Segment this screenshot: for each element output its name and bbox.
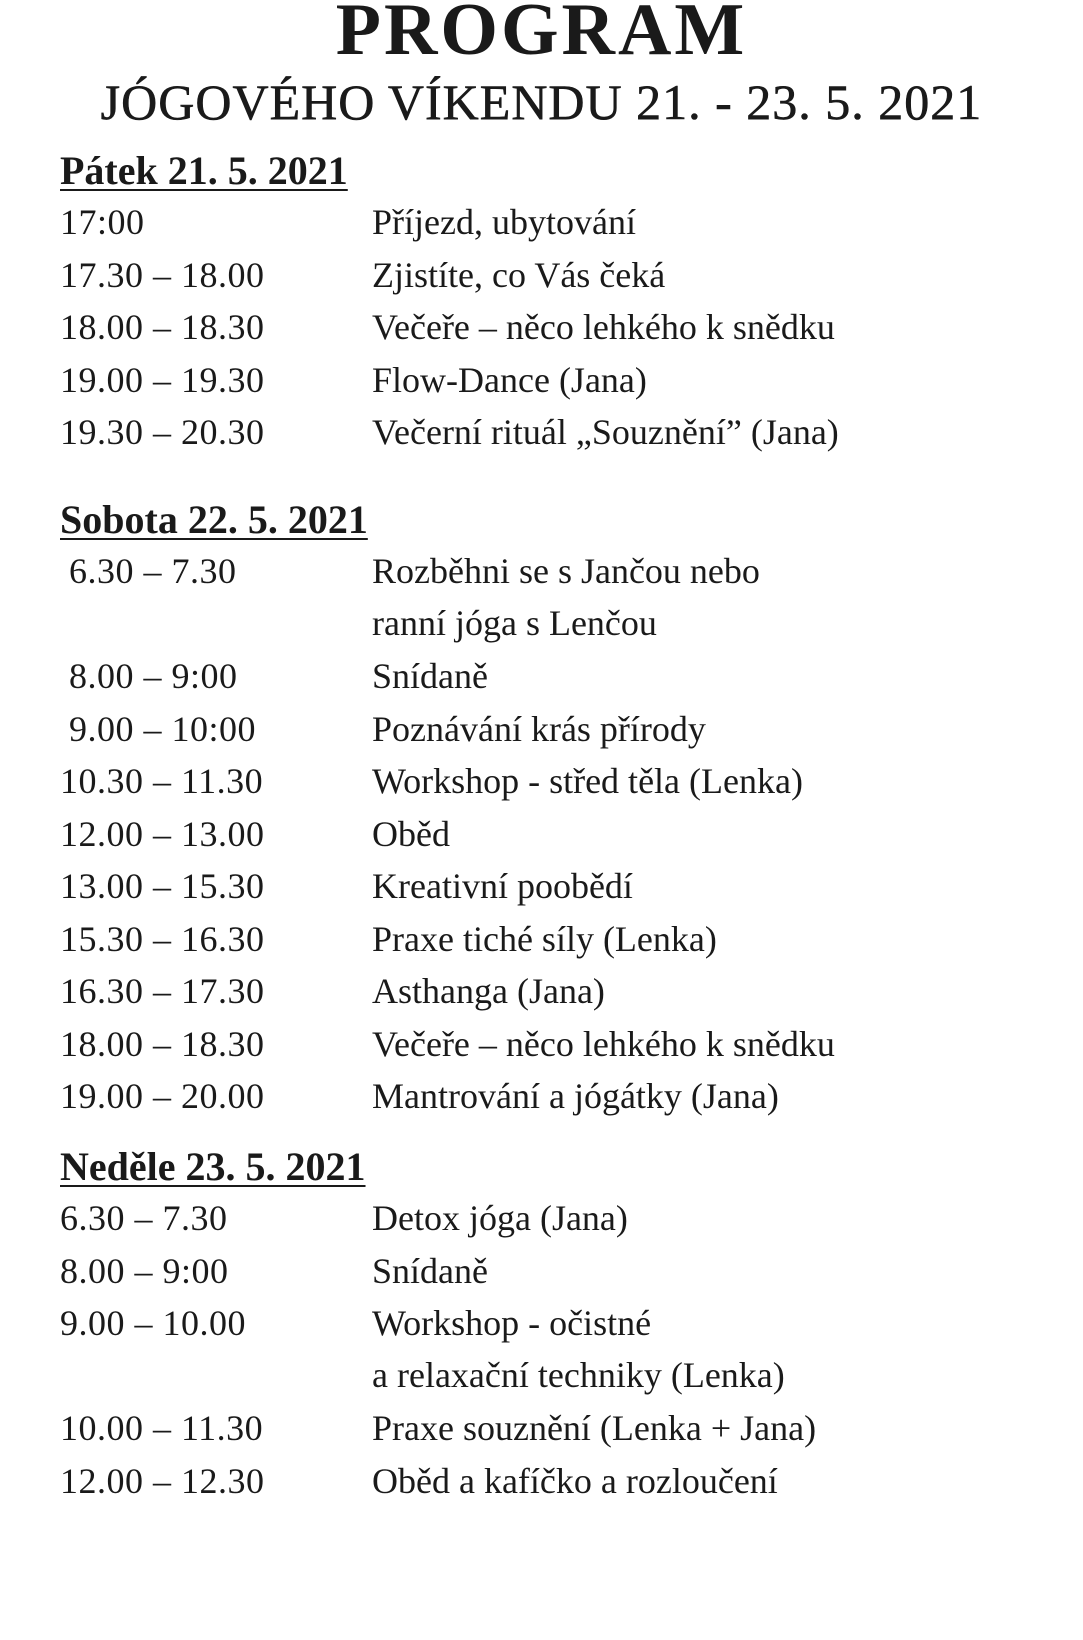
day-friday — [60, 146, 1020, 459]
day-heading: Pátek 21. 5. 2021 — [60, 148, 348, 193]
activity-line: a relaxační techniky (Lenka) — [372, 1355, 785, 1395]
time-range: 16.30 – 17.30 — [60, 971, 265, 1011]
page-title: PROGRAM — [335, 0, 748, 71]
activity-line: Workshop - očistné — [372, 1303, 652, 1343]
activity: Workshop - střed těla (Lenka) — [372, 761, 803, 801]
schedule-row — [60, 703, 1020, 756]
schedule-row — [60, 965, 1020, 1018]
day-heading: Sobota 22. 5. 2021 — [60, 497, 368, 542]
schedule-row — [60, 301, 1020, 354]
time-range: 18.00 – 18.30 — [60, 307, 265, 347]
activity: Flow-Dance (Jana) — [372, 359, 647, 400]
time-range: 6.30 – 7.30 — [69, 551, 237, 591]
time-range: 19.00 – 20.00 — [60, 1076, 265, 1116]
schedule-row — [60, 1192, 1020, 1245]
activity: Večeře – něco lehkého k snědku — [372, 307, 835, 347]
time-range: 9.00 – 10.00 — [60, 1303, 246, 1343]
activity: Mantrování a jógátky (Jana) — [372, 1076, 779, 1116]
schedule-row — [60, 650, 1020, 703]
time-range: 8.00 – 9:00 — [69, 656, 238, 696]
schedule-row — [60, 755, 1020, 808]
schedule-row — [60, 1070, 1020, 1123]
activity-line: ranní jóga s Lenčou — [372, 603, 657, 643]
activity: Oběd — [372, 813, 450, 854]
activity — [372, 545, 1012, 649]
time-range: 12.00 – 13.00 — [60, 813, 265, 854]
day-heading: Neděle 23. 5. 2021 — [60, 1144, 366, 1189]
schedule-row — [60, 808, 1020, 861]
time-range: 10.30 – 11.30 — [60, 761, 264, 801]
activity-line: Rozběhni se s Jančou nebo — [372, 551, 760, 591]
schedule-row — [60, 1297, 1020, 1402]
activity: Kreativní poobědí — [372, 866, 633, 906]
activity — [372, 1297, 1012, 1401]
day-saturday — [60, 495, 1020, 1123]
activity: Večeře – něco lehkého k snědku — [372, 1023, 835, 1064]
activity: Detox jóga (Jana) — [372, 1198, 628, 1238]
time-range: 13.00 – 15.30 — [60, 866, 265, 906]
time-range: 17:00 — [60, 202, 145, 242]
schedule-row — [60, 860, 1020, 913]
schedule-row — [60, 1455, 1020, 1508]
schedule-row — [60, 1245, 1020, 1298]
schedule-row — [60, 354, 1020, 407]
activity: Snídaně — [372, 1250, 488, 1291]
time-range: 12.00 – 12.30 — [60, 1460, 265, 1501]
activity: Oběd a kafíčko a rozloučení — [372, 1460, 778, 1501]
day-sunday — [60, 1142, 1020, 1507]
time-range: 8.00 – 9:00 — [60, 1250, 229, 1291]
activity: Asthanga (Jana) — [372, 971, 605, 1011]
time-range: 18.00 – 18.30 — [60, 1023, 265, 1064]
time-range: 10.00 – 11.30 — [60, 1408, 264, 1448]
activity: Snídaně — [372, 656, 488, 696]
activity: Praxe souznění (Lenka + Jana) — [372, 1408, 817, 1448]
schedule-row — [60, 1018, 1020, 1071]
activity: Zjistíte, co Vás čeká — [372, 254, 666, 295]
schedule-row — [60, 406, 1020, 459]
time-range: 17.30 – 18.00 — [60, 254, 265, 295]
time-range: 9.00 – 10:00 — [69, 708, 257, 749]
schedule-row — [60, 196, 1020, 249]
schedule-row — [60, 1402, 1020, 1455]
time-range: 19.00 – 19.30 — [60, 359, 265, 400]
time-range: 6.30 – 7.30 — [60, 1198, 228, 1238]
page-subtitle: JÓGOVÉHO VÍKENDU 21. - 23. 5. 2021 — [100, 74, 983, 130]
activity: Večerní rituál „Souznění” (Jana) — [372, 412, 839, 452]
schedule-row — [60, 249, 1020, 302]
schedule-row — [60, 545, 1020, 650]
activity: Příjezd, ubytování — [372, 202, 636, 242]
activity: Praxe tiché síly (Lenka) — [372, 918, 717, 959]
activity: Poznávání krás přírody — [372, 708, 706, 749]
time-range: 19.30 – 20.30 — [60, 412, 265, 452]
schedule-row — [60, 913, 1020, 966]
time-range: 15.30 – 16.30 — [60, 918, 265, 959]
